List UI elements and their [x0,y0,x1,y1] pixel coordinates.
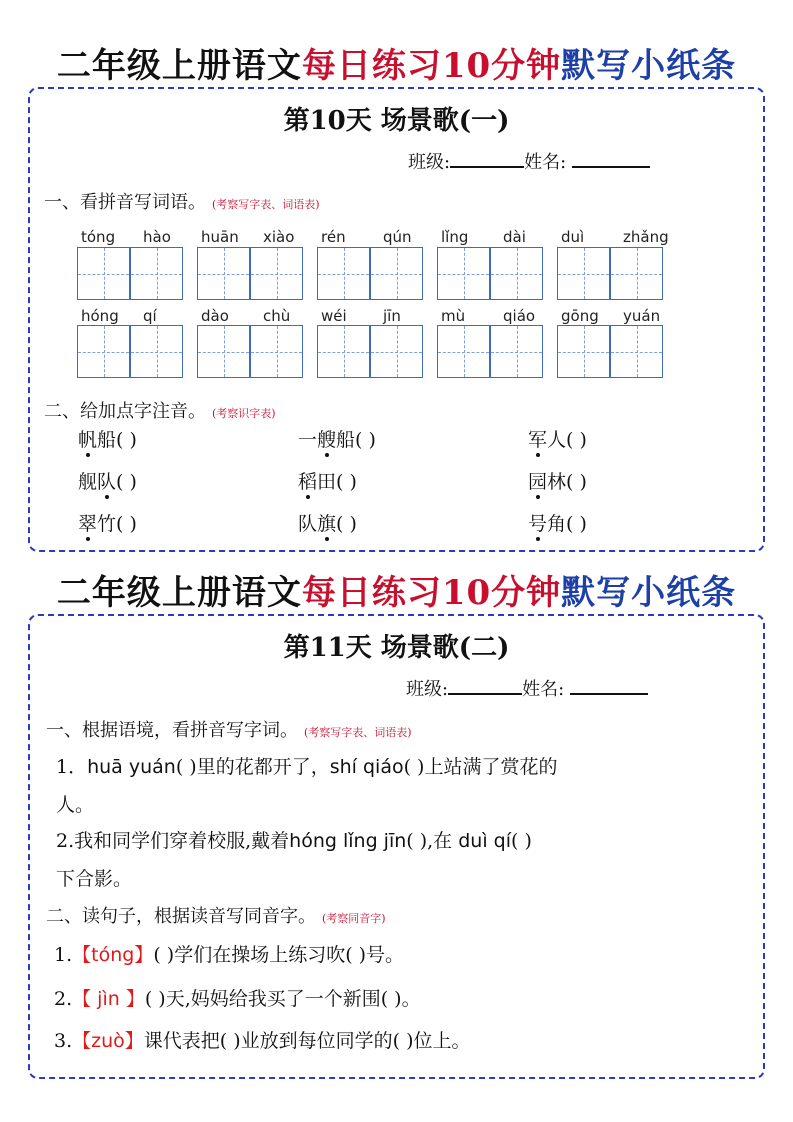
pinyin-syllable: gōng [561,307,599,325]
day11-title: 第11天 场景歌(二) [283,633,510,663]
day11-class-name-line [406,675,648,701]
day10-section2-title [44,397,276,423]
dotted-word-item[interactable] [298,509,357,536]
tian-grid-cell[interactable] [77,247,130,300]
banner-blue: 默写小纸条 [561,46,737,86]
question-2-line-2: 下合影。 [56,868,133,890]
tian-grid-cell[interactable] [197,325,250,378]
question-text[interactable]: ( ) [511,830,532,852]
pinyin-syllable: dài [503,228,526,246]
tian-grid-cell[interactable] [250,325,303,378]
dotted-word-item[interactable] [78,425,137,452]
section-note: (考察识字表) [212,407,276,420]
section-heading: 二、给加点字注音。 [44,401,206,422]
dotted-word-item[interactable] [528,467,587,494]
tian-grid-cell[interactable] [490,247,543,300]
name-label: 姓名: [522,679,565,700]
banner-black: 二年级上册语文 [56,46,302,86]
name-blank[interactable] [570,675,648,695]
tian-grid-cell[interactable] [490,325,543,378]
tian-grid-cell[interactable] [557,247,610,300]
dotted-character: 号 [528,513,548,535]
day10-title: 第10天 场景歌(一) [283,106,510,136]
word-suffix-blank: ( ) [116,471,137,493]
pinyin-prompt: hóng lǐng jīn [289,830,407,852]
banner-red: 每日练习10分钟 [301,573,562,613]
section-note: (考察写字表、词语表) [212,198,320,211]
question-text: 2.我和同学们穿着校服,戴着 [56,830,290,852]
question-text[interactable]: ( ),在 [406,830,459,852]
pinyin-syllable: huān [201,228,239,246]
word-suffix-blank: 林( ) [547,471,587,493]
dotted-character: 翠 [78,513,98,535]
pinyin-syllable: qún [383,228,412,246]
dotted-word-item[interactable] [298,467,357,494]
pinyin-prompt-red: 【zuò】 [72,1030,144,1052]
tian-grid-cell[interactable] [557,325,610,378]
pinyin-syllable: qí [143,307,157,325]
dotted-word-item[interactable] [528,425,587,452]
question-text[interactable]: ( )里的花都开了， [175,756,330,778]
pinyin-prompt: duì qí [458,830,511,852]
pinyin-syllable: hào [143,228,171,246]
banner-red: 每日练习10分钟 [301,46,562,86]
tian-grid-cell[interactable] [130,325,183,378]
question-2-line-1 [56,826,532,853]
pinyin-syllable: lǐng [441,228,469,246]
line-text[interactable]: ( )学们在操场上练习吹( )号。 [153,944,405,966]
pinyin-syllable: xiào [263,228,295,246]
banner-blue: 默写小纸条 [561,573,737,613]
class-label: 班级: [408,152,451,173]
dotted-character: 旗 [317,513,337,535]
word-prefix: 舰 [78,471,98,493]
pinyin-syllable: duì [561,228,585,246]
word-suffix-blank: 人( ) [547,429,587,451]
pinyin-prompt-red: 【tóng】 [72,944,154,966]
homophone-line-2 [54,984,421,1011]
question-1-line-1 [56,752,557,779]
section-note: (考察同音字) [322,912,386,925]
line-text[interactable]: ( )天,妈妈给我买了一个新围( )。 [144,988,421,1010]
dotted-character: 稻 [298,471,318,493]
word-suffix-blank: 田( ) [317,471,357,493]
pinyin-syllable: hóng [81,307,119,325]
line-number: 2. [54,988,73,1010]
section-note: (考察写字表、词语表) [304,726,412,739]
question-1-line-2: 人。 [56,794,95,816]
dotted-word-item[interactable] [78,509,137,536]
tian-grid-cell[interactable] [370,325,423,378]
word-prefix: 一 [298,429,318,451]
word-suffix-blank: 船( ) [97,429,137,451]
dotted-word-item[interactable] [78,467,137,494]
dotted-character: 队 [97,471,117,493]
tian-grid-cell[interactable] [77,325,130,378]
tian-grid-cell[interactable] [250,247,303,300]
day11-section1-title [46,716,412,742]
name-blank[interactable] [572,148,650,168]
dotted-word-item[interactable] [298,425,376,452]
section-heading: 一、根据语境，看拼音写字词。 [46,720,298,741]
tian-grid-cell[interactable] [317,325,370,378]
pinyin-syllable: rén [321,228,346,246]
homophone-line-1 [54,940,404,967]
pinyin-syllable: chù [263,307,291,325]
day10-section1-title [44,188,320,214]
tian-grid-cell[interactable] [317,247,370,300]
pinyin-prompt: shí qiáo [329,756,404,778]
pinyin-syllable: mù [441,307,466,325]
dotted-character: 艘 [317,429,337,451]
tian-grid-cell[interactable] [437,247,490,300]
section-heading: 二、读句子，根据读音写同音字。 [46,906,316,927]
line-text[interactable]: 课代表把( )业放到每位同学的( )位上。 [143,1030,471,1052]
homophone-line-3 [54,1026,471,1053]
word-prefix: 队 [298,513,318,535]
class-blank[interactable] [448,675,522,695]
pinyin-syllable: dào [201,307,229,325]
word-suffix-blank: ( ) [336,513,357,535]
tian-grid-cell[interactable] [197,247,250,300]
pinyin-prompt: huā yuán [87,756,176,778]
dotted-character: 帆 [78,429,98,451]
tian-grid-cell[interactable] [370,247,423,300]
day10-class-name-line [408,148,650,174]
tian-grid-cell[interactable] [610,325,663,378]
pinyin-syllable: tóng [81,228,116,246]
pinyin-syllable: yuán [623,307,661,325]
banner-title-2 [0,565,793,614]
pinyin-syllable: qiáo [503,307,536,325]
word-suffix-blank: 竹( ) [97,513,137,535]
banner-black: 二年级上册语文 [56,573,302,613]
banner-title [0,38,793,87]
tian-grid-cell[interactable] [437,325,490,378]
pinyin-syllable: zhǎng [623,228,669,246]
class-label: 班级: [406,679,449,700]
dotted-word-item[interactable] [528,509,587,536]
pinyin-syllable: wéi [321,307,347,325]
word-suffix-blank: 船( ) [336,429,376,451]
tian-grid-cell[interactable] [130,247,183,300]
line-number: 1. [54,944,73,966]
word-suffix-blank: 角( ) [547,513,587,535]
dotted-character: 军 [528,429,548,451]
question-text[interactable]: ( )上站满了赏花的 [403,756,558,778]
pinyin-prompt-red: 【 jìn 】 [72,988,145,1010]
section-heading: 一、看拼音写词语。 [44,192,206,213]
tian-grid-cell[interactable] [610,247,663,300]
line-number: 3. [54,1030,73,1052]
name-label: 姓名: [524,152,567,173]
question-number: 1． [56,756,88,778]
dotted-character: 园 [528,471,548,493]
class-blank[interactable] [450,148,524,168]
day11-section2-title [46,902,386,928]
pinyin-syllable: jīn [383,307,401,325]
